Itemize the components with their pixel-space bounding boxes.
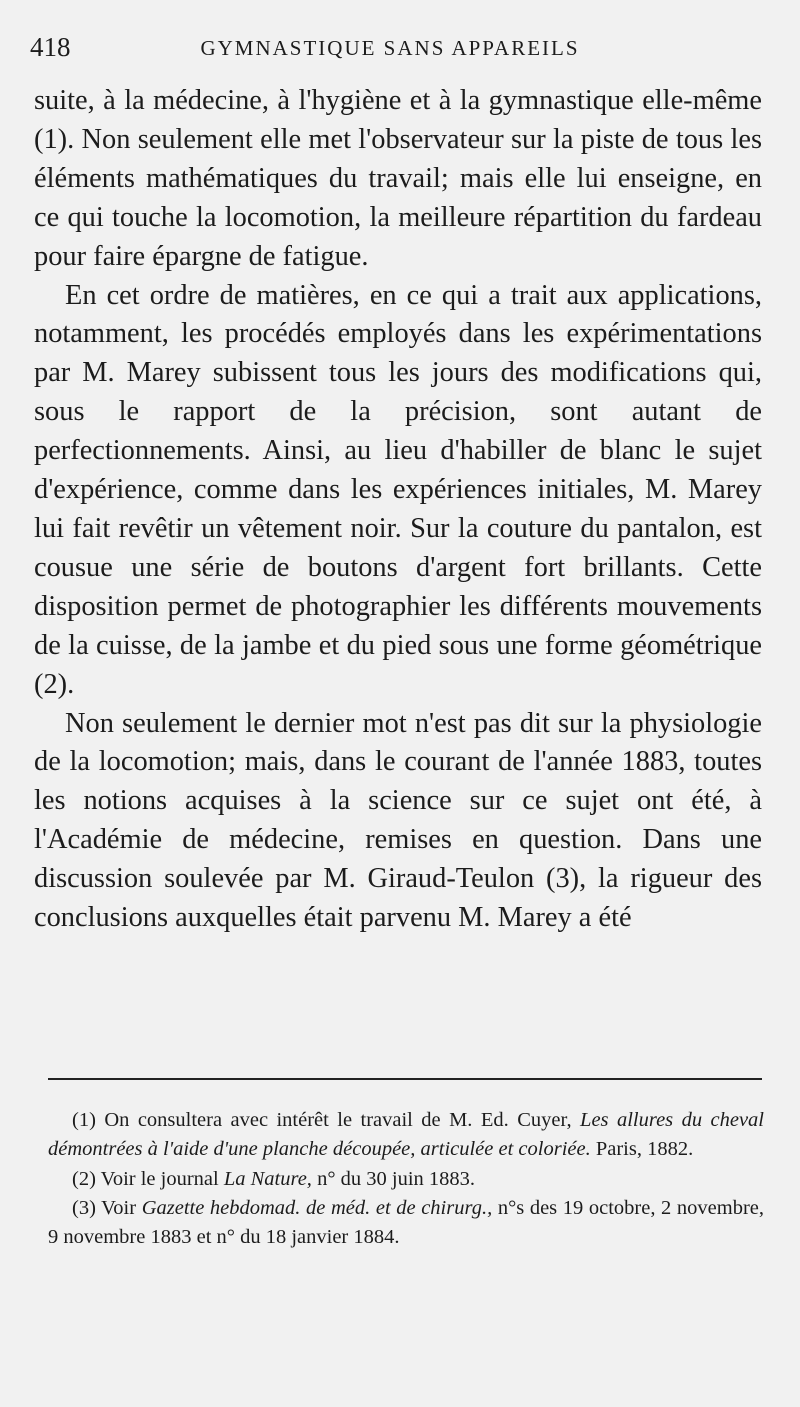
footnote-title: Les allures du cheval démontrées à l'aide d'une planche découpée, articulée et coloriée.: [48, 1109, 765, 1161]
footnote-text: Paris, 1882.: [595, 1138, 694, 1161]
page-number: 418: [30, 32, 71, 62]
footnote-title: Gazette hebdomad. de méd. et de chirurg.,: [141, 1196, 493, 1219]
footnote: [48, 1165, 764, 1194]
body-text: [34, 82, 762, 938]
paragraph: Non seulement le dernier mot n'est pas dit sur la physiologie de la locomotion; mais, dans le courant de l'année 1883, toutes les notions acquises à la science sur ce sujet ont été, à l'Académie de médecine, remises en question. Dans une discussion soulevée par M. Giraud-Teulon (3), la rigueur des conclusions auxquelles était parvenu M. Marey a été: [34, 707, 762, 934]
page-header: [30, 32, 750, 72]
footnote-mark: (1): [72, 1109, 96, 1131]
footnote: [48, 1106, 764, 1165]
footnote-title: La Nature,: [223, 1167, 312, 1190]
running-title: GYMNASTIQUE SANS APPAREILS: [200, 36, 580, 60]
paragraph: suite, à la médecine, à l'hygiène et à la gymnastique elle-même (1). Non seulement elle met l'observateur sur la piste de tous les éléments mathématiques du travail; mais elle lui enseigne, en ce qui touche la locomotion, la meilleure répartition du fardeau pour faire épargne de fatigue.: [34, 85, 762, 272]
footnote-text: On consultera avec intérêt le travail de M. Ed. Cuyer,: [104, 1109, 572, 1131]
footnote-mark: (3): [72, 1196, 96, 1219]
footnote-rule: [48, 1078, 762, 1080]
footnote-text: Voir: [101, 1196, 137, 1219]
paragraph: En cet ordre de matières, en ce qui a trait aux applications, notamment, les procédés employés dans les expérimentations par M. Marey subissent tous les jours des modifications qui, sous le rapport de la précision, sont autant de perfectionnements. Ainsi, au lieu d'habiller de blanc le sujet d'expérience, comme dans les expériences initiales, M. Marey lui fait revêtir un vêtement noir. Sur la couture du pantalon, est cousue une série de boutons d'argent fort brillants. Cette disposition permet de photographier les différents mouvements de la cuisse, de la jambe et du pied sous une forme géométrique (2).: [34, 279, 762, 700]
footnote-mark: (2): [72, 1167, 96, 1190]
footnote-text: n° du 30 juin 1883.: [317, 1167, 476, 1190]
footnotes: [48, 1106, 764, 1252]
footnote-text: Voir le journal: [100, 1167, 219, 1190]
footnote: [48, 1194, 764, 1253]
footnote-text: n°s des 19 octobre, 2 novembre, 9 novembre 1883 et n° du 18 janvier 1884.: [48, 1196, 765, 1249]
